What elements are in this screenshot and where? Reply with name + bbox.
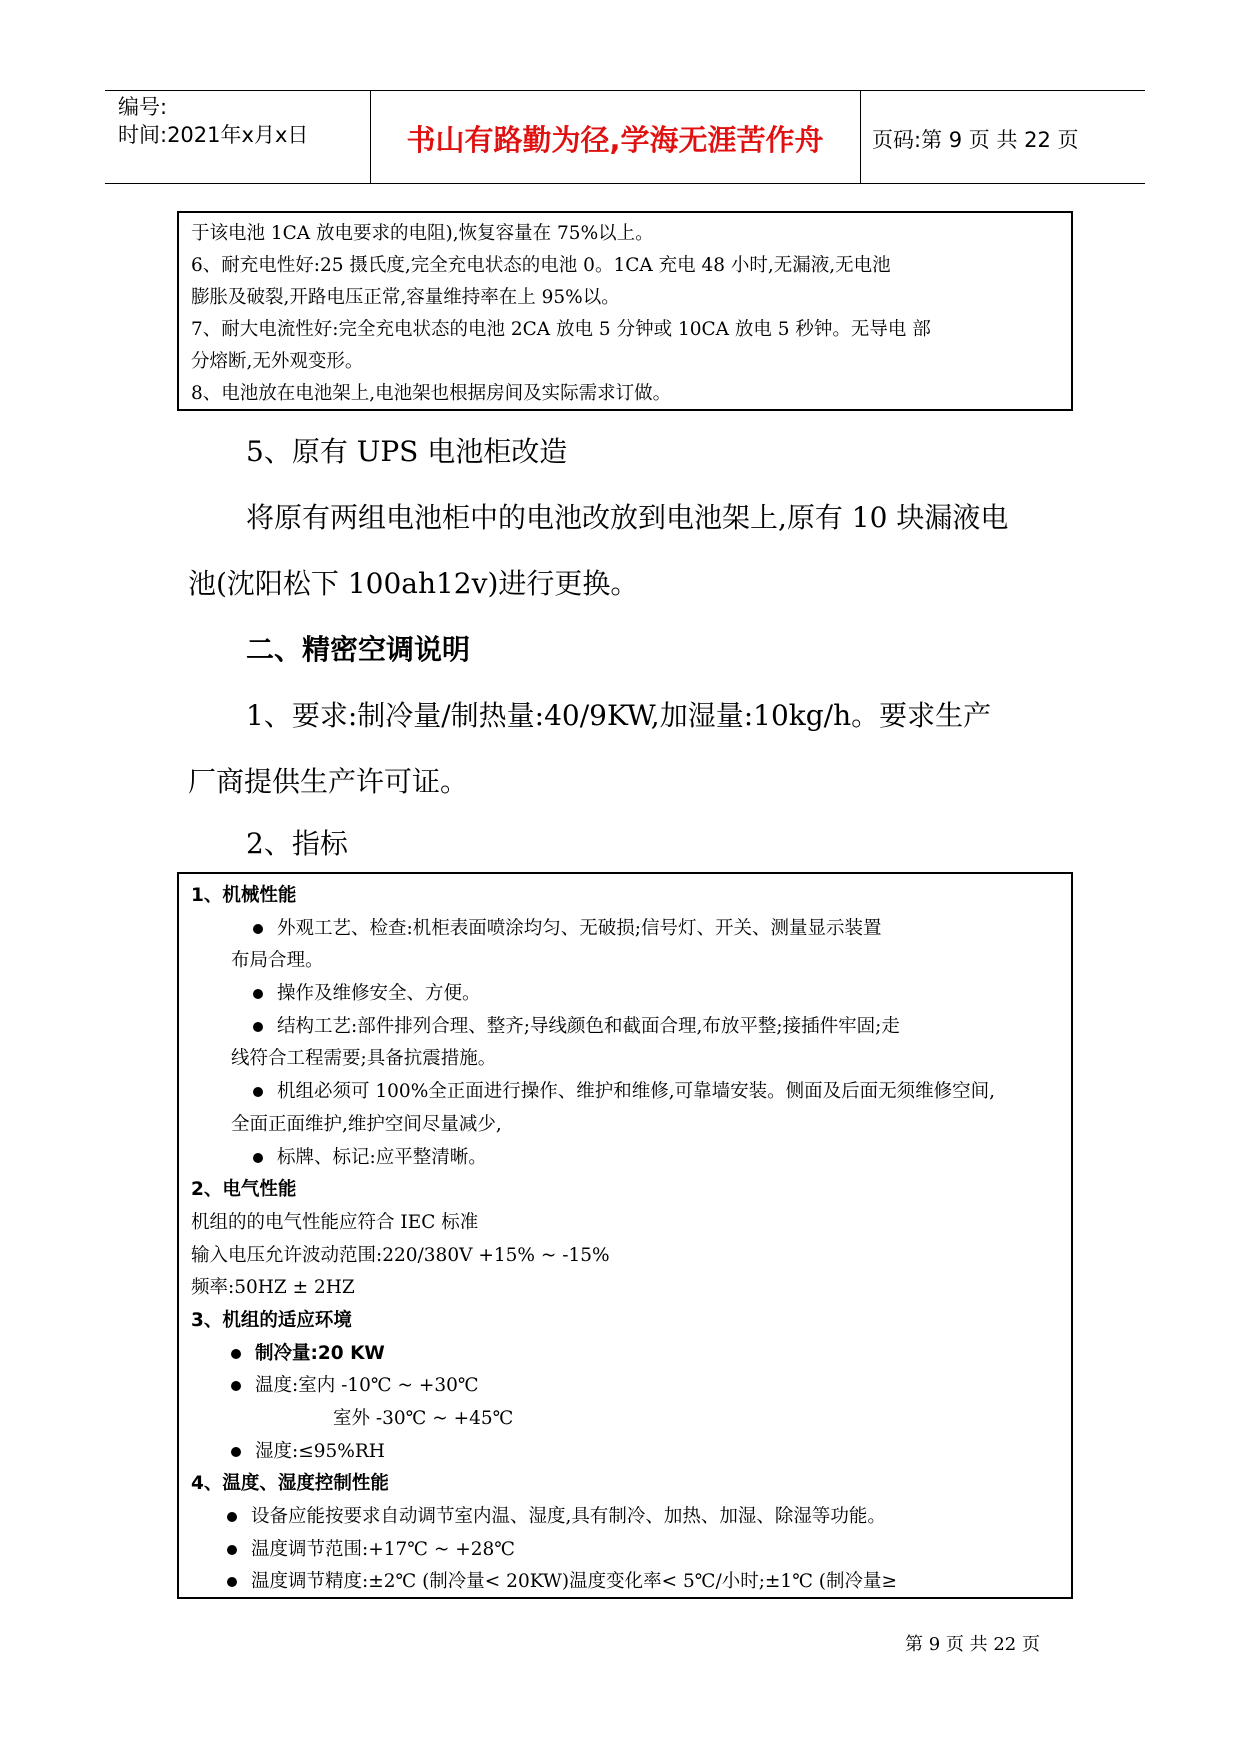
spec-item: 结构工艺:部件排列合理、整齐;导线颜色和截面合理,布放平整;接插件牢固;走 — [277, 1015, 900, 1037]
section-heading-ac: 二、精密空调说明 — [246, 633, 471, 666]
spec-item: 设备应能按要求自动调节室内温、湿度,具有制冷、加热、加湿、除湿等功能。 — [251, 1506, 886, 1528]
bullet-icon — [253, 924, 263, 934]
spec-item: 温度:室内 -10℃ ~ +30℃ — [255, 1375, 479, 1397]
header-top-rule — [105, 90, 1145, 91]
requirement-line1: 1、要求:制冷量/制热量:40/9KW,加湿量:10kg/h。要求生产 — [246, 699, 992, 732]
spec-item-cont: 全面正面维护,维护空间尽量减少, — [231, 1113, 502, 1135]
section-ups-title: 5、原有 UPS 电池柜改造 — [246, 435, 568, 468]
battery-spec-line: 8、电池放在电池架上,电池架也根据房间及实际需求订做。 — [191, 383, 672, 404]
bullet-icon — [253, 1153, 263, 1163]
spec-item-cont: 室外 -30℃ ~ +45℃ — [333, 1408, 514, 1429]
header-time: 时间:2021年x月x日 — [118, 123, 309, 147]
bullet-icon — [253, 989, 263, 999]
spec-item: 温度调节精度:±2℃ (制冷量< 20KW)温度变化率< 5℃/小时;±1℃ (制冷量≥ — [251, 1571, 897, 1593]
battery-spec-box — [177, 211, 1073, 411]
footer-page-number: 第 9 页 共 22 页 — [905, 1634, 1040, 1655]
header-bottom-rule — [105, 183, 1145, 184]
header-page-number: 页码:第 9 页 共 22 页 — [872, 128, 1079, 152]
spec-item-cont: 线符合工程需要;具备抗震措施。 — [231, 1048, 497, 1070]
spec-item: 温度调节范围:+17℃ ~ +28℃ — [251, 1538, 515, 1560]
spec-line: 机组的的电气性能应符合 IEC 标准 — [191, 1211, 479, 1233]
spec-line: 输入电压允许波动范围:220/380V +15% ~ -15% — [191, 1244, 610, 1266]
ups-paragraph-line2: 池(沈阳松下 100ah12v)进行更换。 — [188, 567, 639, 600]
battery-spec-line: 分熔断,无外观变形。 — [191, 351, 364, 372]
spec-section-environment: 3、机组的适应环境 — [191, 1309, 352, 1331]
spec-section-electrical: 2、电气性能 — [191, 1179, 297, 1201]
bullet-icon — [227, 1577, 237, 1587]
battery-spec-line: 7、耐大电流性好:完全充电状态的电池 2CA 放电 5 分钟或 10CA 放电 5 秒钟。无导电 部 — [191, 319, 931, 340]
spec-item: 湿度:≤95%RH — [255, 1440, 385, 1462]
bullet-icon — [253, 1087, 263, 1097]
spec-item: 外观工艺、检查:机柜表面喷涂均匀、无破损;信号灯、开关、测量显示装置 — [277, 917, 882, 939]
spec-item: 标牌、标记:应平整清晰。 — [277, 1146, 487, 1168]
section-index-title: 2、指标 — [246, 827, 348, 860]
bullet-icon — [231, 1447, 241, 1457]
requirement-line2: 厂商提供生产许可证。 — [188, 765, 469, 798]
spec-line: 频率:50HZ ± 2HZ — [191, 1277, 355, 1299]
header-divider-right — [860, 90, 861, 183]
header-motto: 书山有路勤为径,学海无涯苦作舟 — [406, 123, 824, 157]
spec-section-control: 4、温度、湿度控制性能 — [191, 1473, 389, 1495]
bullet-icon — [253, 1022, 263, 1032]
bullet-icon — [227, 1545, 237, 1555]
ac-spec-box — [177, 872, 1073, 1599]
spec-section-mechanical: 1、机械性能 — [191, 885, 297, 906]
spec-item: 机组必须可 100%全正面进行操作、维护和维修,可靠墙安装。侧面及后面无须维修空间, — [277, 1081, 996, 1103]
bullet-icon — [231, 1349, 241, 1359]
bullet-icon — [227, 1512, 237, 1522]
bullet-icon — [231, 1381, 241, 1391]
header-number: 编号: — [118, 95, 168, 119]
battery-spec-line: 膨胀及破裂,开路电压正常,容量维持率在上 95%以。 — [191, 287, 620, 308]
spec-item: 制冷量:20 KW — [255, 1342, 385, 1364]
battery-spec-line: 于该电池 1CA 放电要求的电阻),恢复容量在 75%以上。 — [191, 223, 654, 244]
spec-item-cont: 布局合理。 — [231, 950, 324, 972]
battery-spec-line: 6、耐充电性好:25 摄氏度,完全充电状态的电池 0。1CA 充电 48 小时,无漏液,无电池 — [191, 255, 891, 276]
ups-paragraph-line1: 将原有两组电池柜中的电池改放到电池架上,原有 10 块漏液电 — [246, 501, 1009, 534]
header-meta — [118, 93, 308, 149]
spec-item: 操作及维修安全、方便。 — [277, 983, 481, 1005]
